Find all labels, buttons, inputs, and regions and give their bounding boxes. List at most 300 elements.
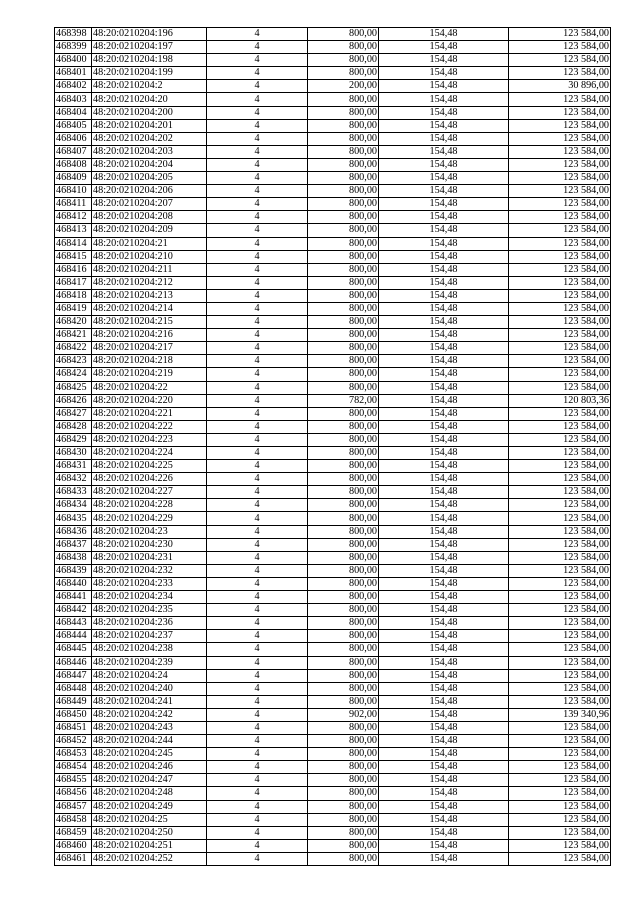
specific-value-cell: 154,48 (379, 368, 509, 381)
table-row (55, 185, 611, 198)
table-row (55, 499, 611, 512)
cadastral-number-cell: 48:20:0210204:208 (92, 211, 207, 224)
area-cell: 800,00 (308, 158, 379, 171)
cadastral-number-cell: 48:20:0210204:22 (92, 381, 207, 394)
cadastral-number-cell: 48:20:0210204:200 (92, 106, 207, 119)
cadastral-value-cell: 123 584,00 (509, 617, 611, 630)
table-row (55, 250, 611, 263)
cadastral-number-cell: 48:20:0210204:237 (92, 630, 207, 643)
cadastral-value-cell: 123 584,00 (509, 289, 611, 302)
cadastral-number-cell: 48:20:0210204:222 (92, 420, 207, 433)
table-row (55, 721, 611, 734)
record-number-cell: 468450 (55, 708, 92, 721)
area-cell: 800,00 (308, 774, 379, 787)
cadastral-value-cell: 123 584,00 (509, 538, 611, 551)
table-row (55, 761, 611, 774)
record-number-cell: 468410 (55, 185, 92, 198)
cadastral-number-cell: 48:20:0210204:2 (92, 80, 207, 93)
area-cell: 800,00 (308, 433, 379, 446)
specific-value-cell: 154,48 (379, 381, 509, 394)
area-cell: 800,00 (308, 224, 379, 237)
record-number-cell: 468417 (55, 276, 92, 289)
cadastral-value-cell: 123 584,00 (509, 512, 611, 525)
record-number-cell: 468407 (55, 145, 92, 158)
group-code-cell: 4 (207, 198, 308, 211)
table-row (55, 708, 611, 721)
cadastral-value-cell: 123 584,00 (509, 721, 611, 734)
group-code-cell: 4 (207, 381, 308, 394)
record-number-cell: 468400 (55, 54, 92, 67)
record-number-cell: 468458 (55, 813, 92, 826)
table-row (55, 316, 611, 329)
cadastral-number-cell: 48:20:0210204:231 (92, 551, 207, 564)
specific-value-cell: 154,48 (379, 839, 509, 852)
table-row (55, 643, 611, 656)
record-number-cell: 468431 (55, 460, 92, 473)
table-row (55, 525, 611, 538)
group-code-cell: 4 (207, 839, 308, 852)
specific-value-cell: 154,48 (379, 172, 509, 185)
table-row (55, 132, 611, 145)
specific-value-cell: 154,48 (379, 813, 509, 826)
specific-value-cell: 154,48 (379, 630, 509, 643)
table-row (55, 276, 611, 289)
specific-value-cell: 154,48 (379, 473, 509, 486)
cadastral-value-cell: 123 584,00 (509, 852, 611, 865)
area-cell: 800,00 (308, 800, 379, 813)
specific-value-cell: 154,48 (379, 342, 509, 355)
record-number-cell: 468452 (55, 735, 92, 748)
cadastral-value-cell: 123 584,00 (509, 486, 611, 499)
specific-value-cell: 154,48 (379, 525, 509, 538)
group-code-cell: 4 (207, 302, 308, 315)
table-row (55, 564, 611, 577)
cadastral-value-cell: 123 584,00 (509, 172, 611, 185)
group-code-cell: 4 (207, 512, 308, 525)
table-row (55, 342, 611, 355)
specific-value-cell: 154,48 (379, 158, 509, 171)
table-row (55, 486, 611, 499)
group-code-cell: 4 (207, 250, 308, 263)
group-code-cell: 4 (207, 486, 308, 499)
cadastral-number-cell: 48:20:0210204:204 (92, 158, 207, 171)
area-cell: 800,00 (308, 682, 379, 695)
record-number-cell: 468411 (55, 198, 92, 211)
area-cell: 800,00 (308, 748, 379, 761)
cadastral-value-cell: 123 584,00 (509, 263, 611, 276)
record-number-cell: 468403 (55, 93, 92, 106)
group-code-cell: 4 (207, 316, 308, 329)
cadastral-value-cell: 120 803,36 (509, 394, 611, 407)
table-row (55, 106, 611, 119)
table-row (55, 54, 611, 67)
area-cell: 800,00 (308, 852, 379, 865)
cadastral-number-cell: 48:20:0210204:23 (92, 525, 207, 538)
group-code-cell: 4 (207, 787, 308, 800)
group-code-cell: 4 (207, 800, 308, 813)
group-code-cell: 4 (207, 172, 308, 185)
cadastral-number-cell: 48:20:0210204:223 (92, 433, 207, 446)
table-row (55, 460, 611, 473)
group-code-cell: 4 (207, 473, 308, 486)
area-cell: 800,00 (308, 577, 379, 590)
record-number-cell: 468418 (55, 289, 92, 302)
cadastral-number-cell: 48:20:0210204:235 (92, 604, 207, 617)
cadastral-number-cell: 48:20:0210204:232 (92, 564, 207, 577)
specific-value-cell: 154,48 (379, 316, 509, 329)
area-cell: 800,00 (308, 826, 379, 839)
specific-value-cell: 154,48 (379, 800, 509, 813)
group-code-cell: 4 (207, 368, 308, 381)
cadastral-value-cell: 123 584,00 (509, 106, 611, 119)
area-cell: 800,00 (308, 54, 379, 67)
cadastral-number-cell: 48:20:0210204:210 (92, 250, 207, 263)
area-cell: 800,00 (308, 643, 379, 656)
area-cell: 800,00 (308, 551, 379, 564)
cadastral-number-cell: 48:20:0210204:217 (92, 342, 207, 355)
table-body (55, 28, 611, 866)
cadastral-value-cell: 123 584,00 (509, 211, 611, 224)
cadastral-number-cell: 48:20:0210204:252 (92, 852, 207, 865)
table-row (55, 381, 611, 394)
cadastral-value-cell: 123 584,00 (509, 420, 611, 433)
cadastral-value-cell: 123 584,00 (509, 145, 611, 158)
area-cell: 800,00 (308, 695, 379, 708)
area-cell: 800,00 (308, 41, 379, 54)
cadastral-value-cell: 123 584,00 (509, 564, 611, 577)
specific-value-cell: 154,48 (379, 80, 509, 93)
cadastral-value-cell: 123 584,00 (509, 604, 611, 617)
group-code-cell: 4 (207, 643, 308, 656)
group-code-cell: 4 (207, 591, 308, 604)
cadastral-value-cell: 123 584,00 (509, 839, 611, 852)
specific-value-cell: 154,48 (379, 852, 509, 865)
table-row (55, 145, 611, 158)
table-row (55, 433, 611, 446)
cadastral-number-cell: 48:20:0210204:242 (92, 708, 207, 721)
area-cell: 800,00 (308, 538, 379, 551)
group-code-cell: 4 (207, 394, 308, 407)
area-cell: 800,00 (308, 656, 379, 669)
table-row (55, 224, 611, 237)
group-code-cell: 4 (207, 185, 308, 198)
record-number-cell: 468426 (55, 394, 92, 407)
cadastral-number-cell: 48:20:0210204:197 (92, 41, 207, 54)
group-code-cell: 4 (207, 106, 308, 119)
record-number-cell: 468457 (55, 800, 92, 813)
specific-value-cell: 154,48 (379, 708, 509, 721)
area-cell: 800,00 (308, 289, 379, 302)
group-code-cell: 4 (207, 656, 308, 669)
specific-value-cell: 154,48 (379, 735, 509, 748)
group-code-cell: 4 (207, 735, 308, 748)
area-cell: 800,00 (308, 28, 379, 41)
specific-value-cell: 154,48 (379, 119, 509, 132)
area-cell: 800,00 (308, 93, 379, 106)
cadastral-number-cell: 48:20:0210204:219 (92, 368, 207, 381)
specific-value-cell: 154,48 (379, 564, 509, 577)
table-row (55, 787, 611, 800)
specific-value-cell: 154,48 (379, 721, 509, 734)
cadastral-number-cell: 48:20:0210204:230 (92, 538, 207, 551)
group-code-cell: 4 (207, 813, 308, 826)
record-number-cell: 468415 (55, 250, 92, 263)
specific-value-cell: 154,48 (379, 289, 509, 302)
cadastral-number-cell: 48:20:0210204:220 (92, 394, 207, 407)
group-code-cell: 4 (207, 617, 308, 630)
cadastral-number-cell: 48:20:0210204:234 (92, 591, 207, 604)
cadastral-value-cell: 123 584,00 (509, 630, 611, 643)
table-row (55, 407, 611, 420)
cadastral-number-cell: 48:20:0210204:243 (92, 721, 207, 734)
record-number-cell: 468420 (55, 316, 92, 329)
record-number-cell: 468437 (55, 538, 92, 551)
record-number-cell: 468438 (55, 551, 92, 564)
area-cell: 800,00 (308, 263, 379, 276)
area-cell: 800,00 (308, 106, 379, 119)
cadastral-number-cell: 48:20:0210204:225 (92, 460, 207, 473)
area-cell: 800,00 (308, 67, 379, 80)
area-cell: 800,00 (308, 276, 379, 289)
record-number-cell: 468459 (55, 826, 92, 839)
group-code-cell: 4 (207, 682, 308, 695)
cadastral-value-cell: 123 584,00 (509, 41, 611, 54)
area-cell: 800,00 (308, 473, 379, 486)
group-code-cell: 4 (207, 577, 308, 590)
cadastral-value-cell: 123 584,00 (509, 355, 611, 368)
specific-value-cell: 154,48 (379, 211, 509, 224)
cadastral-number-cell: 48:20:0210204:216 (92, 329, 207, 342)
table-row (55, 93, 611, 106)
specific-value-cell: 154,48 (379, 774, 509, 787)
record-number-cell: 468413 (55, 224, 92, 237)
table-row (55, 447, 611, 460)
group-code-cell: 4 (207, 276, 308, 289)
specific-value-cell: 154,48 (379, 787, 509, 800)
specific-value-cell: 154,48 (379, 761, 509, 774)
area-cell: 800,00 (308, 316, 379, 329)
specific-value-cell: 154,48 (379, 695, 509, 708)
cadastral-value-cell: 123 584,00 (509, 119, 611, 132)
specific-value-cell: 154,48 (379, 41, 509, 54)
area-cell: 800,00 (308, 499, 379, 512)
area-cell: 800,00 (308, 211, 379, 224)
specific-value-cell: 154,48 (379, 420, 509, 433)
area-cell: 800,00 (308, 250, 379, 263)
cadastral-value-cell: 123 584,00 (509, 682, 611, 695)
area-cell: 800,00 (308, 787, 379, 800)
cadastral-number-cell: 48:20:0210204:236 (92, 617, 207, 630)
table-row (55, 211, 611, 224)
group-code-cell: 4 (207, 669, 308, 682)
specific-value-cell: 154,48 (379, 577, 509, 590)
specific-value-cell: 154,48 (379, 826, 509, 839)
specific-value-cell: 154,48 (379, 499, 509, 512)
record-number-cell: 468409 (55, 172, 92, 185)
area-cell: 800,00 (308, 145, 379, 158)
specific-value-cell: 154,48 (379, 643, 509, 656)
cadastral-number-cell: 48:20:0210204:221 (92, 407, 207, 420)
group-code-cell: 4 (207, 433, 308, 446)
cadastral-value-cell: 123 584,00 (509, 28, 611, 41)
record-number-cell: 468425 (55, 381, 92, 394)
cadastral-value-cell: 123 584,00 (509, 302, 611, 315)
cadastral-number-cell: 48:20:0210204:239 (92, 656, 207, 669)
cadastral-value-cell: 123 584,00 (509, 774, 611, 787)
record-number-cell: 468461 (55, 852, 92, 865)
specific-value-cell: 154,48 (379, 237, 509, 250)
cadastral-number-cell: 48:20:0210204:212 (92, 276, 207, 289)
group-code-cell: 4 (207, 342, 308, 355)
cadastral-number-cell: 48:20:0210204:198 (92, 54, 207, 67)
group-code-cell: 4 (207, 721, 308, 734)
record-number-cell: 468430 (55, 447, 92, 460)
table-row (55, 538, 611, 551)
cadastral-value-cell: 123 584,00 (509, 316, 611, 329)
specific-value-cell: 154,48 (379, 538, 509, 551)
specific-value-cell: 154,48 (379, 447, 509, 460)
area-cell: 782,00 (308, 394, 379, 407)
table-row (55, 695, 611, 708)
cadastral-value-cell: 123 584,00 (509, 54, 611, 67)
record-number-cell: 468404 (55, 106, 92, 119)
cadastral-number-cell: 48:20:0210204:248 (92, 787, 207, 800)
area-cell: 800,00 (308, 355, 379, 368)
specific-value-cell: 154,48 (379, 224, 509, 237)
cadastral-value-cell: 123 584,00 (509, 276, 611, 289)
cadastral-number-cell: 48:20:0210204:203 (92, 145, 207, 158)
specific-value-cell: 154,48 (379, 263, 509, 276)
record-number-cell: 468434 (55, 499, 92, 512)
specific-value-cell: 154,48 (379, 329, 509, 342)
cadastral-value-cell: 123 584,00 (509, 473, 611, 486)
group-code-cell: 4 (207, 54, 308, 67)
cadastral-value-cell: 123 584,00 (509, 224, 611, 237)
group-code-cell: 4 (207, 551, 308, 564)
cadastral-value-cell: 123 584,00 (509, 735, 611, 748)
record-number-cell: 468427 (55, 407, 92, 420)
specific-value-cell: 154,48 (379, 302, 509, 315)
record-number-cell: 468428 (55, 420, 92, 433)
table-row (55, 473, 611, 486)
cadastral-number-cell: 48:20:0210204:21 (92, 237, 207, 250)
cadastral-number-cell: 48:20:0210204:229 (92, 512, 207, 525)
cadastral-number-cell: 48:20:0210204:238 (92, 643, 207, 656)
area-cell: 800,00 (308, 132, 379, 145)
cadastral-number-cell: 48:20:0210204:226 (92, 473, 207, 486)
record-number-cell: 468451 (55, 721, 92, 734)
cadastral-value-cell: 123 584,00 (509, 551, 611, 564)
cadastral-value-cell: 123 584,00 (509, 329, 611, 342)
table-row (55, 604, 611, 617)
cadastral-value-cell: 123 584,00 (509, 748, 611, 761)
group-code-cell: 4 (207, 630, 308, 643)
specific-value-cell: 154,48 (379, 198, 509, 211)
cadastral-value-cell: 123 584,00 (509, 761, 611, 774)
table-row (55, 735, 611, 748)
table-row (55, 852, 611, 865)
area-cell: 800,00 (308, 237, 379, 250)
record-number-cell: 468423 (55, 355, 92, 368)
group-code-cell: 4 (207, 604, 308, 617)
group-code-cell: 4 (207, 237, 308, 250)
group-code-cell: 4 (207, 132, 308, 145)
specific-value-cell: 154,48 (379, 748, 509, 761)
record-number-cell: 468455 (55, 774, 92, 787)
specific-value-cell: 154,48 (379, 669, 509, 682)
specific-value-cell: 154,48 (379, 486, 509, 499)
area-cell: 800,00 (308, 302, 379, 315)
record-number-cell: 468446 (55, 656, 92, 669)
cadastral-number-cell: 48:20:0210204:205 (92, 172, 207, 185)
record-number-cell: 468443 (55, 617, 92, 630)
cadastral-number-cell: 48:20:0210204:245 (92, 748, 207, 761)
area-cell: 800,00 (308, 460, 379, 473)
table-row (55, 329, 611, 342)
cadastral-value-cell: 30 896,00 (509, 80, 611, 93)
table-row (55, 512, 611, 525)
cadastral-value-cell: 123 584,00 (509, 185, 611, 198)
cadastral-value-cell: 123 584,00 (509, 407, 611, 420)
record-number-cell: 468460 (55, 839, 92, 852)
cadastral-number-cell: 48:20:0210204:247 (92, 774, 207, 787)
group-code-cell: 4 (207, 538, 308, 551)
area-cell: 800,00 (308, 591, 379, 604)
cadastral-number-cell: 48:20:0210204:209 (92, 224, 207, 237)
cadastral-value-cell: 123 584,00 (509, 250, 611, 263)
record-number-cell: 468412 (55, 211, 92, 224)
group-code-cell: 4 (207, 158, 308, 171)
cadastral-number-cell: 48:20:0210204:213 (92, 289, 207, 302)
table-row (55, 355, 611, 368)
area-cell: 800,00 (308, 813, 379, 826)
specific-value-cell: 154,48 (379, 93, 509, 106)
record-number-cell: 468436 (55, 525, 92, 538)
record-number-cell: 468419 (55, 302, 92, 315)
cadastral-value-cell: 123 584,00 (509, 158, 611, 171)
group-code-cell: 4 (207, 67, 308, 80)
record-number-cell: 468435 (55, 512, 92, 525)
group-code-cell: 4 (207, 852, 308, 865)
table-row (55, 368, 611, 381)
group-code-cell: 4 (207, 708, 308, 721)
cadastral-value-cell: 123 584,00 (509, 132, 611, 145)
specific-value-cell: 154,48 (379, 185, 509, 198)
cadastral-value-cell: 123 584,00 (509, 237, 611, 250)
table-row (55, 119, 611, 132)
table-row (55, 80, 611, 93)
record-number-cell: 468402 (55, 80, 92, 93)
specific-value-cell: 154,48 (379, 512, 509, 525)
cadastral-number-cell: 48:20:0210204:228 (92, 499, 207, 512)
area-cell: 800,00 (308, 368, 379, 381)
table-row (55, 198, 611, 211)
cadastral-value-cell: 123 584,00 (509, 669, 611, 682)
table-row (55, 813, 611, 826)
group-code-cell: 4 (207, 119, 308, 132)
group-code-cell: 4 (207, 329, 308, 342)
table-row (55, 630, 611, 643)
cadastral-value-cell: 123 584,00 (509, 447, 611, 460)
group-code-cell: 4 (207, 289, 308, 302)
group-code-cell: 4 (207, 748, 308, 761)
cadastral-value-cell: 123 584,00 (509, 591, 611, 604)
group-code-cell: 4 (207, 525, 308, 538)
record-number-cell: 468445 (55, 643, 92, 656)
cadastral-value-cell: 123 584,00 (509, 433, 611, 446)
record-number-cell: 468449 (55, 695, 92, 708)
table-row (55, 839, 611, 852)
